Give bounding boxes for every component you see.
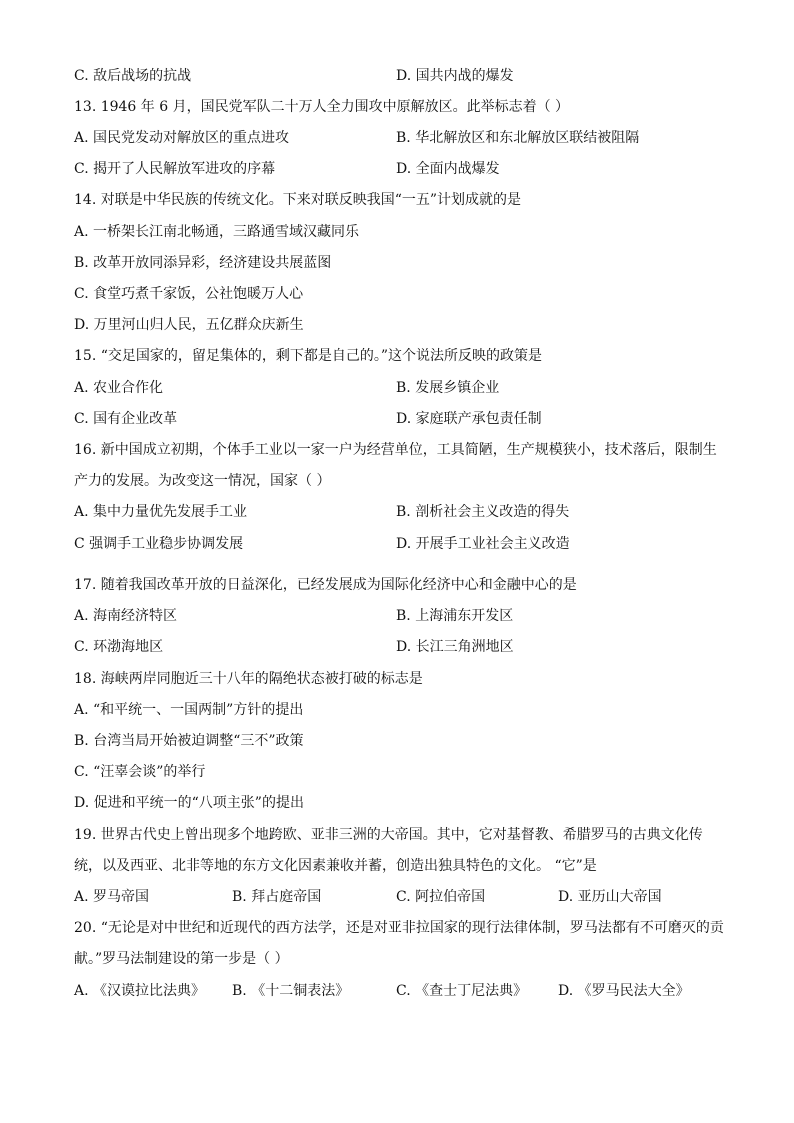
option-c: C. 食堂巧煮千家饭，公社饱暖万人心 [74,286,304,302]
option-a: A. 一桥架长江南北畅通，三路通雪域汉藏同乐 [74,224,360,240]
question-15-stem: 15. “交足国家的，留足集体的，剩下都是自己的。”这个说法所反映的政策是 [74,348,543,364]
question-19-stem: 19. 世界古代史上曾出现多个地跨欧、亚非三洲的大帝国。其中，它对基督教、希腊罗马的古典文化传 [74,827,703,843]
option-d: D. 亚历山大帝国 [558,889,662,905]
option-d: D. 长江三角洲地区 [396,639,514,655]
option-b: B. 上海浦东开发区 [396,608,514,624]
question-18-stem: 18. 海峡两岸同胞近三十八年的隔绝状态被打破的标志是 [74,671,423,687]
option-a: A. 罗马帝国 [74,889,150,905]
option-a: A. 《汉谟拉比法典》 [74,983,206,999]
option-c: C. 揭开了人民解放军进攻的序幕 [74,161,276,177]
option-c: C. 敌后战场的抗战 [74,68,192,84]
question-20-stem: 20. “无论是对中世纪和近现代的西方法学，还是对亚非拉国家的现行法律体制，罗马法都有不可磨灭的贡 [74,920,724,936]
option-d: D. 全面内战爆发 [396,161,500,177]
option-b: B. 发展乡镇企业 [396,380,500,396]
question-17-stem: 17. 随着我国改革开放的日益深化，已经发展成为国际化经济中心和金融中心的是 [74,577,577,593]
option-b: B. 拜占庭帝国 [232,889,322,905]
option-a: A. 国民党发动对解放区的重点进攻 [74,130,290,146]
option-d: D. 促进和平统一的“八项主张”的提出 [74,795,304,811]
option-d: D. 万里河山归人民，五亿群众庆新生 [74,317,304,333]
option-c: C. 《查士丁尼法典》 [396,983,528,999]
question-14-stem: 14. 对联是中华民族的传统文化。下来对联反映我国“一五”计划成就的是 [74,192,522,208]
question-20-stem-cont: 献。”罗马法制建设的第一步是（ ） [74,951,289,967]
option-d: D. 国共内战的爆发 [396,68,514,84]
option-b: B. 改革开放同添异彩，经济建设共展蓝图 [74,255,332,271]
question-13-stem: 13. 1946 年 6 月，国民党军队二十万人全力围攻中原解放区。此举标志着（ ） [74,99,570,115]
option-c: C. “汪辜会谈”的举行 [74,764,206,780]
question-19-stem-cont: 统，以及西亚、北非等地的东方文化因素兼收并蓄，创造出独具特色的文化。 “它”是 [74,858,597,874]
option-c: C 强调手工业稳步协调发展 [74,536,244,552]
option-a: A. 海南经济特区 [74,608,178,624]
option-c: C. 阿拉伯帝国 [396,889,486,905]
option-d: D. 开展手工业社会主义改造 [396,536,570,552]
option-b: B. 台湾当局开始被迫调整“三不”政策 [74,733,304,749]
option-d: D. 《罗马民法大全》 [558,983,690,999]
option-b: B. 《十二铜表法》 [232,983,350,999]
option-a: A. “和平统一、一国两制”方针的提出 [74,702,304,718]
question-16-stem-cont: 产力的发展。为改变这一情况，国家（ ） [74,473,331,489]
option-b: B. 剖析社会主义改造的得失 [396,504,570,520]
question-16-stem: 16. 新中国成立初期，个体手工业以一家一户为经营单位，工具简陋，生产规模狭小，技术落后，限制生 [74,442,717,458]
option-c: C. 国有企业改革 [74,411,178,427]
option-c: C. 环渤海地区 [74,639,164,655]
option-d: D. 家庭联产承包责任制 [396,411,542,427]
option-a: A. 农业合作化 [74,380,164,396]
option-b: B. 华北解放区和东北解放区联结被阻隔 [396,130,640,146]
option-a: A. 集中力量优先发展手工业 [74,504,248,520]
